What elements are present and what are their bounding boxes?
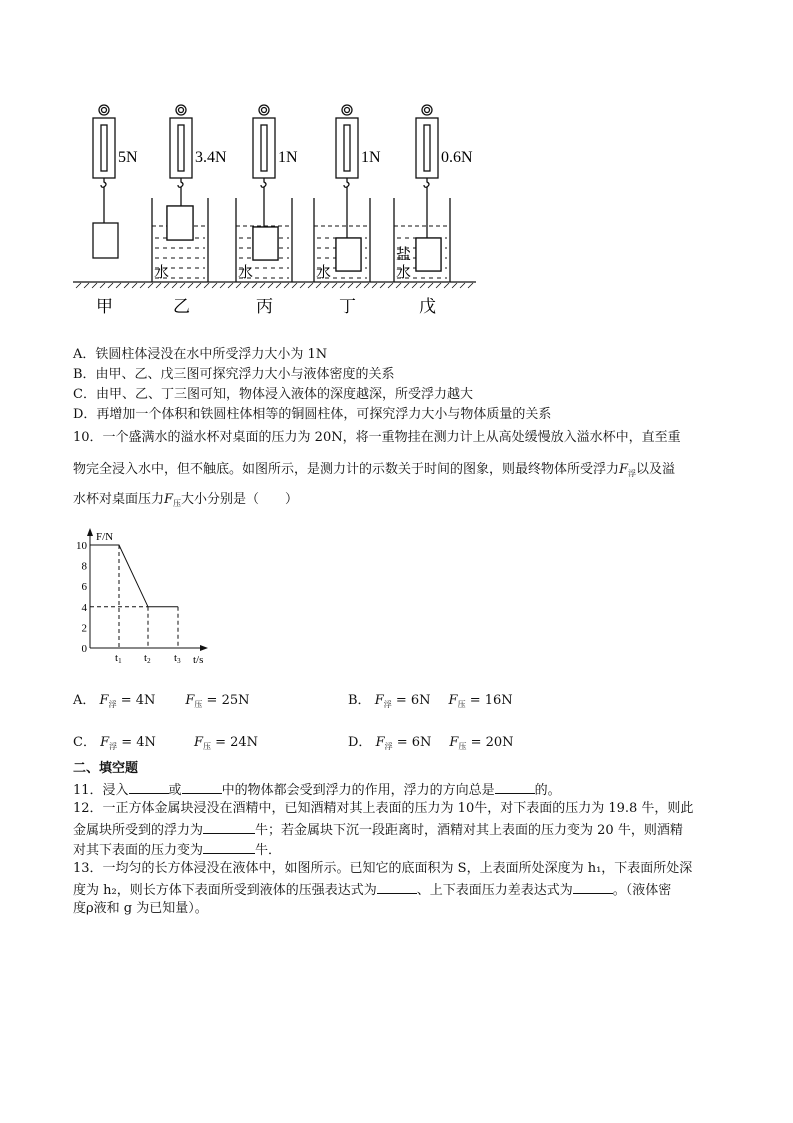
answer-blank[interactable] bbox=[495, 781, 535, 794]
liquid-label: 水 bbox=[154, 265, 170, 281]
q13-line2 bbox=[73, 881, 671, 899]
y-tick-label: 2 bbox=[81, 622, 87, 635]
answer-blank[interactable] bbox=[573, 881, 613, 894]
pressure-value: = 20N bbox=[470, 735, 514, 750]
text: 物完全浸入水中，但不触底。如图所示，是测力计的示数关于时间的图象，则最终物体所受浮力 bbox=[73, 462, 620, 477]
q13-line3: 度ρ液和 g 为已知量）。 bbox=[73, 901, 208, 916]
panel-label: 丁 bbox=[339, 297, 356, 316]
panel-label: 戊 bbox=[419, 297, 436, 316]
text: 金属块所受到的浮力为 bbox=[73, 823, 204, 838]
q12-line3 bbox=[73, 841, 281, 859]
f-symbol: F bbox=[164, 492, 174, 507]
y-tick-label: 0 bbox=[81, 643, 87, 655]
text: 或 bbox=[168, 783, 182, 798]
liquid-label: 水 bbox=[396, 265, 412, 281]
subscript: 浮 bbox=[109, 742, 118, 751]
f-symbol: F bbox=[374, 693, 384, 708]
q9-option-d: D．再增加一个体积和铁圆柱体相等的铜圆柱体，可探究浮力大小与物体质量的关系 bbox=[73, 407, 552, 422]
buoyancy-value: = 4N bbox=[121, 735, 156, 750]
subscript: 压 bbox=[173, 499, 182, 508]
subscript: 浮 bbox=[383, 700, 392, 709]
q10-option-b[interactable] bbox=[348, 689, 513, 710]
scale-reading: 1N bbox=[361, 149, 381, 166]
scale-reading: 5N bbox=[118, 149, 138, 166]
answer-blank[interactable] bbox=[129, 781, 169, 794]
q9-option-a: A．铁圆柱体浸没在水中所受浮力大小为 1N bbox=[73, 347, 328, 362]
text: 以及溢 bbox=[636, 462, 676, 477]
subscript: 浮 bbox=[628, 469, 637, 478]
f-symbol: F bbox=[448, 693, 458, 708]
panel-label: 乙 bbox=[173, 297, 190, 316]
q10-line1: 10．一个盛满水的溢水杯对桌面的压力为 20N，将一重物挂在测力计上从高处缓慢放入溢水杯中，直至重 bbox=[73, 430, 681, 445]
q10-option-d[interactable] bbox=[348, 731, 514, 752]
x-tick-label: t3 bbox=[174, 652, 181, 665]
f-symbol: F bbox=[375, 735, 385, 750]
q13-line1: 13．一均匀的长方体浸没在液体中，如图所示。已知它的底面积为 S，上表面所处深度为 h₁，下表面所处深 bbox=[73, 861, 693, 876]
text: 、上下表面压力差表达式为 bbox=[416, 883, 573, 898]
x-axis-label: t/s bbox=[193, 654, 204, 666]
f-symbol: F bbox=[619, 462, 629, 477]
liquid-label: 水 bbox=[238, 265, 254, 281]
q9-option-c: C．由甲、乙、丁三图可知，物体浸入液体的深度越深，所受浮力越大 bbox=[73, 387, 473, 402]
scale-reading: 0.6N bbox=[441, 149, 473, 166]
q9-option-b: B．由甲、乙、戊三图可探究浮力大小与液体密度的关系 bbox=[73, 367, 395, 382]
heading: 二、填空题 bbox=[73, 761, 139, 776]
answer-blank[interactable] bbox=[203, 821, 255, 834]
option-letter: A． bbox=[73, 693, 96, 708]
y-tick-label: 4 bbox=[81, 601, 87, 614]
subscript: 压 bbox=[457, 700, 466, 709]
y-tick-label: 10 bbox=[76, 540, 87, 552]
text: 水杯对桌面压力 bbox=[73, 492, 165, 507]
text: 对其下表面的压力变为 bbox=[73, 843, 204, 858]
subscript: 压 bbox=[202, 742, 211, 751]
buoyancy-value: = 6N bbox=[396, 735, 432, 750]
subscript: 浮 bbox=[108, 700, 117, 709]
y-tick-label: 6 bbox=[81, 581, 87, 594]
subscript: 压 bbox=[458, 742, 467, 751]
subscript: 浮 bbox=[384, 742, 393, 751]
pressure-value: = 16N bbox=[469, 693, 513, 708]
q11 bbox=[73, 781, 561, 799]
q12-line1: 12．一正方体金属块浸没在酒精中，已知酒精对其上表面的压力为 10牛，对下表面的压力为 19.8 牛，则此 bbox=[73, 801, 694, 816]
q12-line2 bbox=[73, 821, 683, 839]
q10-option-a[interactable] bbox=[73, 689, 250, 710]
x-tick-label: t1 bbox=[115, 652, 122, 665]
answer-blank[interactable] bbox=[203, 841, 255, 854]
y-axis-label: F/N bbox=[96, 531, 114, 543]
text: 的。 bbox=[534, 783, 561, 798]
text: 牛；若金属块下沉一段距离时，酒精对其上表面的压力变为 20 牛，则酒精 bbox=[255, 823, 683, 838]
text: 度为 h₂，则长方体下表面所受到液体的压强表达式为 bbox=[73, 883, 377, 898]
section-heading bbox=[73, 761, 138, 777]
answer-blank[interactable] bbox=[377, 881, 417, 894]
option-letter: C． bbox=[73, 735, 96, 750]
panel-label: 甲 bbox=[96, 297, 113, 316]
liquid-label: 水 bbox=[316, 265, 332, 281]
panel-label: 丙 bbox=[256, 297, 273, 316]
pressure-value: = 25N bbox=[206, 693, 250, 708]
text: 大小分别是（ ） bbox=[181, 492, 299, 507]
scale-reading: 1N bbox=[278, 149, 298, 166]
buoyancy-value: = 6N bbox=[395, 693, 431, 708]
scale-reading: 3.4N bbox=[195, 149, 227, 166]
text: 中的物体都会受到浮力的作用，浮力的方向总是 bbox=[221, 783, 495, 798]
subscript: 压 bbox=[194, 700, 203, 709]
pressure-value: = 24N bbox=[215, 735, 259, 750]
f-symbol: F bbox=[449, 735, 459, 750]
liquid-label: 盐 bbox=[396, 247, 412, 263]
y-axis-arrow bbox=[87, 528, 93, 536]
y-tick-label: 8 bbox=[81, 560, 87, 573]
f-symbol: F bbox=[193, 735, 203, 750]
option-letter: B． bbox=[348, 693, 371, 708]
buoyancy-value: = 4N bbox=[120, 693, 156, 708]
f-symbol: F bbox=[100, 735, 110, 750]
force-line bbox=[90, 545, 178, 607]
text: 11．浸入 bbox=[73, 783, 129, 798]
x-axis-arrow bbox=[200, 645, 208, 651]
answer-blank[interactable] bbox=[182, 781, 222, 794]
q10-option-c[interactable] bbox=[73, 731, 258, 752]
option-letter: D． bbox=[348, 735, 372, 750]
f-symbol: F bbox=[185, 693, 195, 708]
text: 牛． bbox=[255, 843, 282, 858]
text: 。（液体密 bbox=[612, 883, 672, 898]
x-tick-label: t2 bbox=[144, 652, 151, 665]
f-symbol: F bbox=[99, 693, 109, 708]
